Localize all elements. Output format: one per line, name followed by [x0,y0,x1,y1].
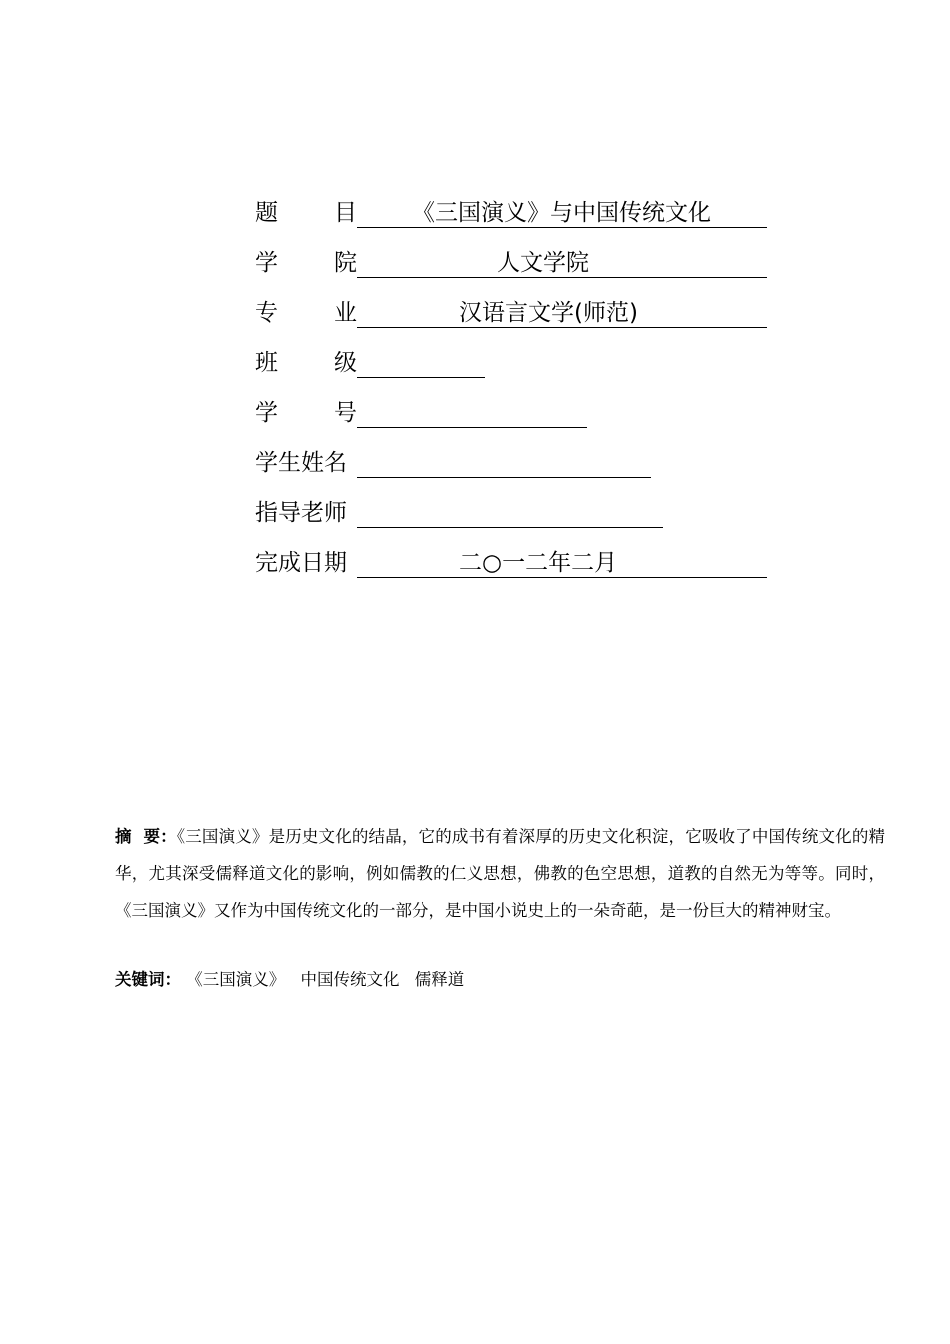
student-id-label [255,398,357,428]
form-row-date [255,528,767,578]
date-label: 完成日期 [255,550,347,576]
keyword-item: 《三国演义》 [186,970,286,989]
major-field: 汉语言文学(师范) [357,298,767,328]
form-row-class [255,328,767,378]
student-name-field [357,448,651,478]
form-row-college [255,228,767,278]
major-label-char-2: 业 [334,300,357,326]
keywords-label: 关键词： [115,970,181,989]
class-label-char-2: 级 [334,350,357,376]
abstract [115,818,885,929]
class-label-char-1: 班 [255,350,278,376]
abstract-label: 摘 要： [115,827,177,846]
college-field: 人文学院 [357,248,767,278]
date-field: 二○一二年二月 [357,548,767,578]
title-field: 《三国演义》与中国传统文化 [357,198,767,228]
advisor-field [357,498,663,528]
form-row-advisor [255,478,767,528]
keyword-item: 儒释道 [414,970,465,989]
abstract-text: 《三国演义》是历史文化的结晶，它的成书有着深厚的历史文化积淀，它吸收了中国传统文化的精华，尤其深受儒释道文化的影响，例如儒教的仁义思想，佛教的色空思想，道教的自然无为等等。同时，《三国演义》又作为中国传统文化的一部分，是中国小说史上的一朵奇葩，是一份巨大的精神财宝。 [115,827,886,920]
college-label-char-1: 学 [255,250,278,276]
title-label-char-1: 题 [255,200,278,226]
student-id-label-char-2: 号 [334,400,357,426]
form-row-student-id [255,378,767,428]
form-row-major [255,278,767,328]
student-id-field [357,398,587,428]
form-row-student-name [255,428,767,478]
college-label [255,248,357,278]
student-id-label-char-1: 学 [255,400,278,426]
college-label-char-2: 院 [334,250,357,276]
advisor-label: 指导老师 [255,500,347,526]
cover-form [255,178,767,578]
title-label-char-2: 目 [334,200,357,226]
major-label-char-1: 专 [255,300,278,326]
class-label [255,348,357,378]
student-name-label: 学生姓名 [255,450,347,476]
keywords [115,964,885,996]
class-field [357,348,485,378]
major-label [255,298,357,328]
title-label [255,198,357,228]
form-row-title [255,178,767,228]
keyword-item: 中国传统文化 [300,970,400,989]
